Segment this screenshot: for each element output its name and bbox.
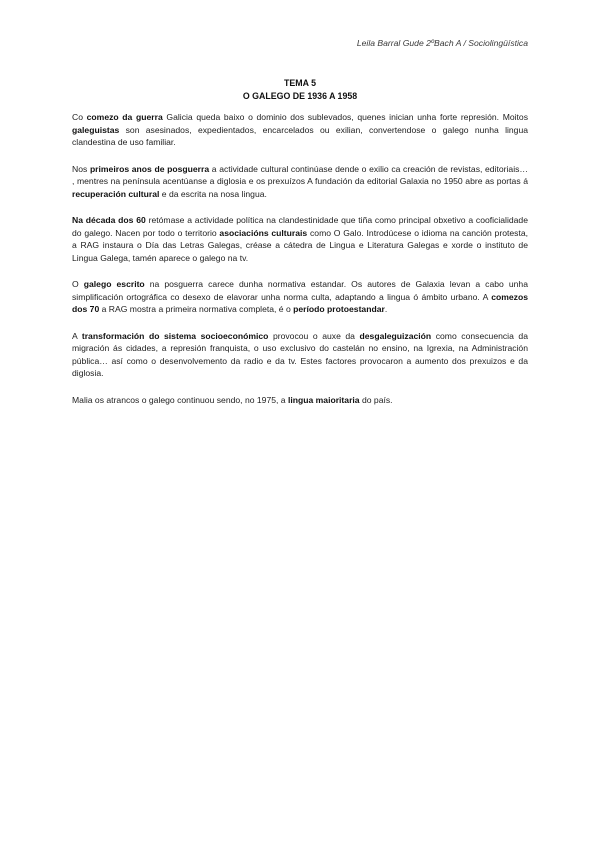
text-run: do país. — [359, 394, 393, 405]
text-run: Galicia queda baixo o dominio dos sublevados, quenes inician unha forte represión. Moitos — [162, 112, 529, 122]
bold-term: lingua maioritaria — [287, 394, 360, 405]
text-run: Co — [72, 112, 87, 122]
document-body — [72, 111, 528, 420]
topic-number: TEMA 5 — [284, 78, 316, 88]
bold-term: asociacións culturais — [219, 227, 308, 238]
bold-term: primeiros anos de posguerra — [89, 163, 210, 174]
topic-title: O GALEGO DE 1936 A 1958 — [242, 90, 358, 101]
text-run: na posguerra carece dunha normativa estandar. Os autores de Galaxia levan a cabo unha simplificación ortográfica co desexo de elavorar unha norma culta, adaptando a lingua ó ámbito urbano. A — [72, 279, 528, 302]
text-run: Nos — [72, 163, 90, 174]
page-header-author: Leila Barral Gude 2ºBach A / Sociolingüística — [356, 38, 528, 48]
text-run: provocou o auxe da — [268, 330, 360, 341]
bold-term: comezos dos 70 — [72, 291, 528, 314]
text-run: retómase a actividade política na clandestinidade que tiña como principal obxetivo a cooficialidade do galego. Nacen por todo o territorio — [72, 215, 528, 238]
paragraph-war-start — [72, 111, 528, 149]
text-run: O — [72, 279, 84, 289]
bold-term: transformación do sistema socioeconómico — [81, 330, 269, 341]
bold-term: recuperación cultural — [72, 188, 160, 199]
text-run: Malia os atrancos o galego continuou sendo, no 1975, a — [72, 394, 288, 405]
text-run: e da escrita na nosa lingua. — [159, 188, 267, 199]
bold-term: galeguistas — [72, 124, 120, 135]
bold-term: galego escrito — [83, 279, 145, 289]
text-run: . — [384, 304, 388, 314]
text-run: como O Galo. Introdúcese o idioma na canción protesta, a RAG instaura o Día das Letras Galegas, créase a cátedra de Lingua e Literatura Galegas e xorde o instituto de Lingua Galega, tamén aparece o galego na tv. — [72, 227, 528, 263]
paragraph-sixties — [72, 214, 528, 264]
paragraph-postwar — [72, 163, 528, 201]
text-run: son asesinados, expedientados, encarcelados ou exilian, convertendose o galego nunha lingua clandestina de uso familiar. — [72, 124, 528, 147]
paragraph-conclusion — [72, 394, 528, 407]
title-block — [72, 77, 528, 102]
text-run: a actividade cultural continúase dende o exilio ca creación de revistas, editoriais… , mentres na península acentúanse a diglosia e os prexuízos A fundación da editorial Galaxia no 1950 abre as portas á — [72, 163, 529, 186]
bold-term: comezo da guerra — [86, 112, 163, 122]
text-run: a RAG mostra a primeira normativa completa, é o — [99, 304, 294, 314]
bold-term: Na década dos 60 — [72, 215, 146, 225]
bold-term: desgaleguización — [359, 330, 432, 341]
paragraph-written-galician — [72, 278, 528, 316]
paragraph-socioeconomic — [72, 330, 528, 380]
text-run: como consecuencia da migración ás cidades, a represión franquista, o uso exclusivo do castelán no ensino, na Igrexia, na Administración pública… así como o desenvolvemento da radio e da tv. Estes factores provocaron a aumento dos prexuizos e da diglosia. — [72, 330, 528, 378]
bold-term: período protoestandar — [293, 304, 385, 314]
text-run: A — [72, 330, 82, 341]
